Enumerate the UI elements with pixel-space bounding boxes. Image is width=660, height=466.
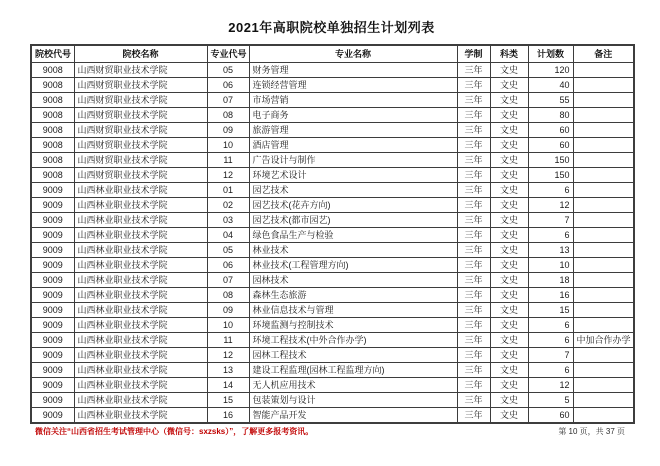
table-cell: 10: [207, 318, 249, 333]
table-cell: 智能产品开发: [249, 408, 457, 424]
table-cell: 9009: [31, 258, 74, 273]
table-cell: 山西财贸职业技术学院: [74, 78, 207, 93]
table-cell: 02: [207, 198, 249, 213]
table-row: [31, 213, 634, 228]
table-cell: 三年: [457, 378, 490, 393]
table-cell: [573, 243, 634, 258]
table-cell: 文史: [490, 303, 528, 318]
table-cell: 环境工程技术(中外合作办学): [249, 333, 457, 348]
table-cell: 市场营销: [249, 93, 457, 108]
table-cell: [573, 393, 634, 408]
table-row: [31, 288, 634, 303]
table-cell: 6: [528, 228, 573, 243]
table-cell: 9009: [31, 378, 74, 393]
table-cell: 中加合作办学: [573, 333, 634, 348]
table-cell: 9008: [31, 93, 74, 108]
table-cell: [573, 183, 634, 198]
table-row: [31, 138, 634, 153]
table-cell: 三年: [457, 243, 490, 258]
table-cell: 文史: [490, 93, 528, 108]
table-cell: [573, 78, 634, 93]
table-cell: 12: [207, 348, 249, 363]
table-cell: 文史: [490, 408, 528, 424]
table-cell: 山西林业职业技术学院: [74, 408, 207, 424]
table-cell: 山西林业职业技术学院: [74, 198, 207, 213]
table-cell: 三年: [457, 138, 490, 153]
table-cell: [573, 318, 634, 333]
table-cell: 山西林业职业技术学院: [74, 333, 207, 348]
table-cell: 三年: [457, 108, 490, 123]
column-header: 科类: [490, 45, 528, 63]
table-cell: 6: [528, 333, 573, 348]
table-cell: 6: [528, 363, 573, 378]
table-cell: 9008: [31, 123, 74, 138]
table-row: [31, 303, 634, 318]
table-cell: 三年: [457, 198, 490, 213]
table-row: [31, 183, 634, 198]
table-cell: 60: [528, 408, 573, 424]
table-cell: 三年: [457, 363, 490, 378]
table-row: [31, 363, 634, 378]
table-cell: 无人机应用技术: [249, 378, 457, 393]
table-cell: 三年: [457, 303, 490, 318]
table-row: [31, 378, 634, 393]
table-cell: 园林技术: [249, 273, 457, 288]
table-cell: 山西财贸职业技术学院: [74, 153, 207, 168]
table-row: [31, 243, 634, 258]
table-cell: 06: [207, 258, 249, 273]
table-row: [31, 228, 634, 243]
table-cell: 15: [207, 393, 249, 408]
table-cell: 文史: [490, 78, 528, 93]
table-cell: 包装策划与设计: [249, 393, 457, 408]
table-body: [31, 63, 634, 424]
table-cell: 山西林业职业技术学院: [74, 363, 207, 378]
table-cell: 文史: [490, 318, 528, 333]
table-cell: 文史: [490, 183, 528, 198]
table-cell: 07: [207, 273, 249, 288]
table-cell: 三年: [457, 213, 490, 228]
table-cell: 9009: [31, 198, 74, 213]
table-cell: 山西林业职业技术学院: [74, 258, 207, 273]
table-cell: 05: [207, 243, 249, 258]
table-cell: 6: [528, 318, 573, 333]
table-cell: 电子商务: [249, 108, 457, 123]
table-cell: 三年: [457, 123, 490, 138]
table-cell: 10: [207, 138, 249, 153]
table-cell: 山西林业职业技术学院: [74, 393, 207, 408]
table-cell: 文史: [490, 108, 528, 123]
table-cell: 森林生态旅游: [249, 288, 457, 303]
table-cell: 园艺技术(都市园艺): [249, 213, 457, 228]
table-cell: 三年: [457, 408, 490, 424]
table-cell: [573, 348, 634, 363]
table-cell: [573, 138, 634, 153]
table-row: [31, 273, 634, 288]
table-cell: [573, 108, 634, 123]
table-cell: 16: [207, 408, 249, 424]
table-cell: 09: [207, 303, 249, 318]
table-cell: 9008: [31, 78, 74, 93]
table-cell: [573, 228, 634, 243]
table-cell: [573, 303, 634, 318]
table-cell: 08: [207, 288, 249, 303]
wechat-notice-text: 微信关注“山西省招生考试管理中心（微信号：sxzsks）”，了解更多报考资讯。: [35, 427, 314, 436]
table-cell: 7: [528, 348, 573, 363]
table-row: [31, 93, 634, 108]
table-cell: 18: [528, 273, 573, 288]
table-cell: 环境监测与控制技术: [249, 318, 457, 333]
table-cell: 文史: [490, 243, 528, 258]
table-cell: 文史: [490, 123, 528, 138]
table-cell: [573, 378, 634, 393]
table-cell: 11: [207, 153, 249, 168]
table-cell: 10: [528, 258, 573, 273]
table-cell: 山西财贸职业技术学院: [74, 93, 207, 108]
table-cell: 9009: [31, 273, 74, 288]
table-cell: 14: [207, 378, 249, 393]
column-header: 院校名称: [74, 45, 207, 63]
table-cell: 文史: [490, 63, 528, 78]
table-cell: 120: [528, 63, 573, 78]
table-cell: 文史: [490, 258, 528, 273]
table-row: [31, 198, 634, 213]
table-row: [31, 393, 634, 408]
table-cell: 三年: [457, 273, 490, 288]
table-cell: 9009: [31, 228, 74, 243]
table-cell: 9008: [31, 63, 74, 78]
table-cell: 文史: [490, 273, 528, 288]
table-cell: [573, 63, 634, 78]
table-cell: 09: [207, 123, 249, 138]
table-cell: 三年: [457, 228, 490, 243]
enrollment-plan-table: [30, 44, 635, 424]
table-cell: 150: [528, 153, 573, 168]
table-cell: 文史: [490, 333, 528, 348]
table-cell: 山西林业职业技术学院: [74, 288, 207, 303]
column-header: 备注: [573, 45, 634, 63]
table-cell: 山西林业职业技术学院: [74, 273, 207, 288]
table-cell: 三年: [457, 183, 490, 198]
table-cell: 40: [528, 78, 573, 93]
table-cell: 9009: [31, 408, 74, 424]
table-cell: 三年: [457, 63, 490, 78]
table-cell: 03: [207, 213, 249, 228]
table-cell: 11: [207, 333, 249, 348]
table-cell: 三年: [457, 168, 490, 183]
table-cell: 13: [207, 363, 249, 378]
table-cell: 三年: [457, 288, 490, 303]
table-cell: 文史: [490, 138, 528, 153]
table-cell: [573, 273, 634, 288]
table-cell: 12: [528, 378, 573, 393]
table-cell: 财务管理: [249, 63, 457, 78]
table-cell: 9009: [31, 303, 74, 318]
table-cell: [573, 363, 634, 378]
table-cell: [573, 408, 634, 424]
table-cell: 园林工程技术: [249, 348, 457, 363]
table-header-row: [31, 45, 634, 63]
table-cell: [573, 168, 634, 183]
table-cell: 文史: [490, 228, 528, 243]
table-cell: 文史: [490, 378, 528, 393]
table-cell: [573, 213, 634, 228]
table-row: [31, 168, 634, 183]
table-cell: 山西财贸职业技术学院: [74, 168, 207, 183]
table-row: [31, 78, 634, 93]
table-cell: 7: [528, 213, 573, 228]
table-cell: 园艺技术: [249, 183, 457, 198]
table-cell: 三年: [457, 258, 490, 273]
table-cell: 山西林业职业技术学院: [74, 318, 207, 333]
table-cell: 山西林业职业技术学院: [74, 303, 207, 318]
table-cell: 9008: [31, 138, 74, 153]
table-cell: 9009: [31, 333, 74, 348]
table-cell: 园艺技术(花卉方向): [249, 198, 457, 213]
table-cell: 9008: [31, 153, 74, 168]
table-cell: 山西林业职业技术学院: [74, 228, 207, 243]
column-header: 计划数: [528, 45, 573, 63]
table-cell: 55: [528, 93, 573, 108]
table-cell: 文史: [490, 348, 528, 363]
table-cell: 9008: [31, 108, 74, 123]
table-cell: 9009: [31, 363, 74, 378]
table-cell: 山西财贸职业技术学院: [74, 123, 207, 138]
table-cell: 5: [528, 393, 573, 408]
table-cell: 三年: [457, 78, 490, 93]
table-cell: 9009: [31, 288, 74, 303]
table-cell: 6: [528, 183, 573, 198]
table-cell: [573, 258, 634, 273]
table-cell: 60: [528, 123, 573, 138]
column-header: 专业名称: [249, 45, 457, 63]
table-row: [31, 348, 634, 363]
table-cell: 9009: [31, 318, 74, 333]
table-cell: 环境艺术设计: [249, 168, 457, 183]
page-number-text: 第 10 页，共 37 页: [558, 427, 625, 436]
table-cell: 山西林业职业技术学院: [74, 348, 207, 363]
table-cell: 16: [528, 288, 573, 303]
table-cell: 三年: [457, 93, 490, 108]
table-cell: 广告设计与制作: [249, 153, 457, 168]
table-cell: 连锁经营管理: [249, 78, 457, 93]
table-cell: [573, 93, 634, 108]
table-cell: 12: [207, 168, 249, 183]
page-title: 2021年高职院校单独招生计划列表: [228, 20, 435, 35]
table-cell: 07: [207, 93, 249, 108]
table-cell: 150: [528, 168, 573, 183]
table-row: [31, 63, 634, 78]
table-cell: 13: [528, 243, 573, 258]
table-cell: 9008: [31, 168, 74, 183]
table-cell: 08: [207, 108, 249, 123]
table-row: [31, 258, 634, 273]
table-cell: 旅游管理: [249, 123, 457, 138]
table-cell: 林业信息技术与管理: [249, 303, 457, 318]
table-cell: 9009: [31, 393, 74, 408]
table-cell: 12: [528, 198, 573, 213]
table-cell: 9009: [31, 243, 74, 258]
table-cell: 15: [528, 303, 573, 318]
table-cell: 酒店管理: [249, 138, 457, 153]
table-cell: 三年: [457, 333, 490, 348]
table-cell: 文史: [490, 363, 528, 378]
table-cell: [573, 153, 634, 168]
table-cell: 山西林业职业技术学院: [74, 378, 207, 393]
table-cell: 文史: [490, 393, 528, 408]
table-cell: 林业技术(工程管理方向): [249, 258, 457, 273]
table-row: [31, 318, 634, 333]
table-row: [31, 153, 634, 168]
column-header: 专业代号: [207, 45, 249, 63]
page-footer: [30, 426, 625, 437]
table-row: [31, 333, 634, 348]
table-cell: 山西财贸职业技术学院: [74, 108, 207, 123]
table-cell: 80: [528, 108, 573, 123]
table-row: [31, 108, 634, 123]
table-cell: 林业技术: [249, 243, 457, 258]
table-cell: 三年: [457, 153, 490, 168]
table-cell: 山西财贸职业技术学院: [74, 138, 207, 153]
column-header: 学制: [457, 45, 490, 63]
table-cell: [573, 123, 634, 138]
table-cell: 山西林业职业技术学院: [74, 213, 207, 228]
table-cell: 文史: [490, 288, 528, 303]
table-cell: [573, 288, 634, 303]
table-cell: 三年: [457, 348, 490, 363]
table-cell: 三年: [457, 393, 490, 408]
table-cell: 9009: [31, 213, 74, 228]
table-cell: 9009: [31, 348, 74, 363]
table-cell: 山西财贸职业技术学院: [74, 63, 207, 78]
table-cell: 文史: [490, 198, 528, 213]
table-cell: 文史: [490, 168, 528, 183]
table-cell: 9009: [31, 183, 74, 198]
table-cell: 04: [207, 228, 249, 243]
table-cell: 建设工程监理(园林工程监理方向): [249, 363, 457, 378]
table-cell: [573, 198, 634, 213]
table-cell: 山西林业职业技术学院: [74, 183, 207, 198]
table-row: [31, 408, 634, 424]
table-row: [31, 123, 634, 138]
table-cell: 绿色食品生产与检验: [249, 228, 457, 243]
table-cell: 山西林业职业技术学院: [74, 243, 207, 258]
column-header: 院校代号: [31, 45, 74, 63]
table-cell: 01: [207, 183, 249, 198]
table-cell: 05: [207, 63, 249, 78]
table-cell: 06: [207, 78, 249, 93]
table-cell: 文史: [490, 153, 528, 168]
table-cell: 文史: [490, 213, 528, 228]
table-cell: 三年: [457, 318, 490, 333]
table-cell: 60: [528, 138, 573, 153]
